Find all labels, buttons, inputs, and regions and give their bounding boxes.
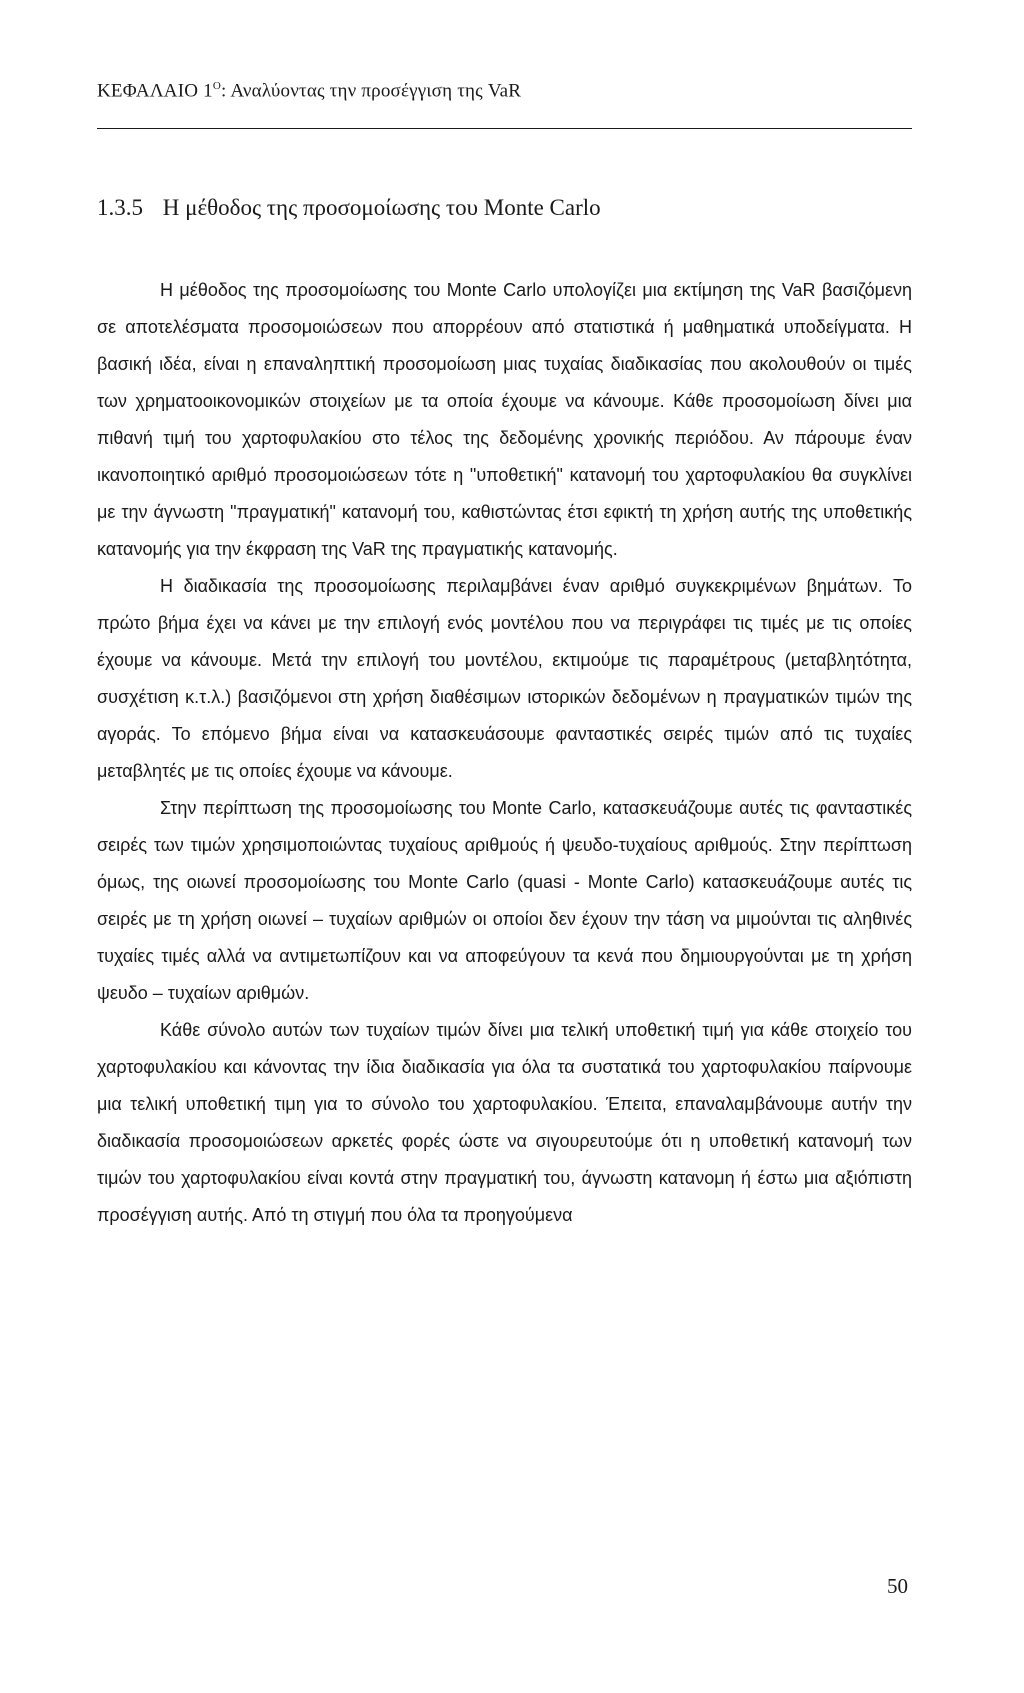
section-heading <box>97 195 601 221</box>
header-chapter-sup: Ο <box>212 80 221 92</box>
paragraph: Η διαδικασία της προσομοίωσης περιλαμβάνει έναν αριθμό συγκεκριμένων βημάτων. Το πρώτο βήμα έχει να κάνει με την επιλογή ενός μοντέλου που να περιγράφει τις τιμές με τις οποίες έχουμε να κάνουμε. Μετά την επιλογή του μοντέλου, εκτιμούμε τις παραμέτρους (μεταβλητότητα, συσχέτιση κ.τ.λ.) βασιζόμενοι στη χρήση διαθέσιμων ιστορικών δεδομένων η πραγματικών τιμών της αγοράς. Το επόμενο βήμα είναι να κατασκευάσουμε φανταστικές σειρές τιμών από τις τυχαίες μεταβλητές με τις οποίες έχουμε να κάνουμε. <box>97 576 912 781</box>
section-title: Η μέθοδος της προσομοίωσης του Monte Carlo <box>162 195 601 220</box>
body-text <box>97 272 912 1234</box>
header-chapter: ΚΕΦΑΛΑΙΟ 1 <box>97 80 213 102</box>
section-number: 1.3.5 <box>97 195 143 220</box>
paragraph: Η μέθοδος της προσομοίωσης του Monte Carlo υπολογίζει μια εκτίμηση της VaR βασιζόμενη σε αποτελέσματα προσομοιώσεων που απορρέουν από στατιστικά ή μαθηματικά υποδείγματα. Η βασική ιδέα, είναι η επαναληπτική προσομοίωση μιας τυχαίας διαδικασίας που ακολουθούν οι τιμές των χρηματοοικονομικών στοιχείων με τα οποία έχουμε να κάνουμε. Κάθε προσομοίωση δίνει μια πιθανή τιμή του χαρτοφυλακίου στο τέλος της δεδομένης χρονικής περιόδου. Αν πάρουμε έναν ικανοποιητικό αριθμό προσομοιώσεων τότε η "υποθετική" κατανομή του χαρτοφυλακίου θα συγκλίνει με την άγνωστη "πραγματική" κατανομή του, καθιστώντας έτσι εφικτή τη χρήση αυτής της υποθετικής κατανομής για την έκφραση της VaR της πραγματικής κατανομής. <box>97 280 912 559</box>
paragraph: Στην περίπτωση της προσομοίωσης του Monte Carlo, κατασκευάζουμε αυτές τις φανταστικές σειρές των τιμών χρησιμοποιώντας τυχαίους αριθμούς ή ψευδο-τυχαίους αριθμούς. Στην περίπτωση όμως, της οιωνεί προσομοίωσης του Monte Carlo (quasi - Monte Carlo) κατασκευάζουμε αυτές τις σειρές με τη χρήση οιωνεί – τυχαίων αριθμών οι οποίοι δεν έχουν την τάση να μιμούνται τις αληθινές τυχαίες τιμές αλλά να αντιμετωπίζουν και να αποφεύγουν τα κενά που δημιουργούνται με τη χρήση ψευδο – τυχαίων αριθμών. <box>97 798 912 1003</box>
paragraph: Κάθε σύνολο αυτών των τυχαίων τιμών δίνει μια τελική υποθετική τιμή για κάθε στοιχείο του χαρτοφυλακίου και κάνοντας την ίδια διαδικασία για όλα τα συστατικά του χαρτοφυλακίου παίρνουμε μια τελική υποθετική τιμη για το σύνολο του χαρτοφυλακίου. Έπειτα, επαναλαμβάνουμε αυτήν την διαδικασία προσομοιώσεων αρκετές φορές ώστε να σιγουρευτούμε ότι η υποθετική κατανομή των τιμών του χαρτοφυλακίου είναι κοντά στην πραγματική του, άγνωστη κατανομη ή έστω μια αξιόπιστη προσέγγιση αυτής. Από τη στιγμή που όλα τα προηγούμενα <box>97 1020 912 1225</box>
running-header <box>97 80 521 102</box>
header-title: : Αναλύοντας την προσέγγιση της VaR <box>220 80 522 102</box>
page-number: 50 <box>887 1574 908 1598</box>
header-divider <box>97 128 912 129</box>
